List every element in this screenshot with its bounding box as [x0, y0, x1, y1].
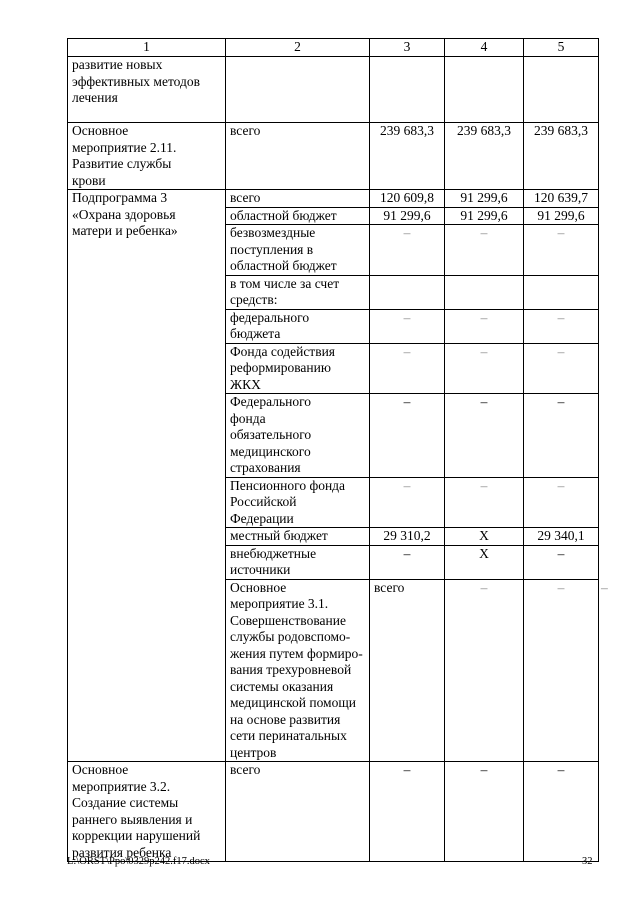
value-cell — [524, 275, 599, 309]
value-cell: – — [445, 477, 524, 528]
source-cell: безвозмездные поступления в областной бюджет — [226, 225, 370, 276]
table-row — [68, 57, 599, 123]
value-cell: – — [445, 343, 524, 394]
value-cell — [524, 57, 599, 123]
value-cell — [445, 275, 524, 309]
source-cell: Фонда содействия реформированию ЖКХ — [226, 343, 370, 394]
value-cell: – — [370, 762, 445, 862]
value-cell: – — [370, 309, 445, 343]
table-row — [68, 123, 599, 190]
value-cell: – — [524, 762, 599, 862]
column-header: 1 — [68, 39, 226, 57]
value-cell: – — [445, 225, 524, 276]
column-header: 5 — [524, 39, 599, 57]
value-cell — [445, 57, 524, 123]
value-cell: 239 683,3 — [370, 123, 445, 190]
value-cell: 29 340,1 — [524, 528, 599, 546]
table-row: Основное мероприятие 3.1. Совершенствование службы родовспомо- жения путем формиро- вания трехуровневой системы оказания медицинской помощи на основе развития сети перинатальных центров всего – – – — [68, 579, 599, 762]
value-cell: 91 299,6 — [524, 207, 599, 225]
value-cell: – — [524, 579, 599, 762]
value-cell: 120 639,7 — [524, 190, 599, 208]
source-cell: внебюджетные источники — [226, 545, 370, 579]
value-cell: – — [524, 477, 599, 528]
column-header: 3 — [370, 39, 445, 57]
footer-file-path: L:\ORST\Ppo\0329p242.f17.docx — [67, 856, 210, 867]
table-header-row — [68, 39, 599, 57]
value-cell: 91 299,6 — [445, 190, 524, 208]
source-cell: всего — [370, 579, 445, 762]
value-cell: Х — [445, 528, 524, 546]
source-cell: Федерального фонда обязательного медицинского страхования — [226, 394, 370, 478]
activity-name-cell: Основное мероприятие 2.11. Развитие службы крови — [68, 123, 226, 190]
budget-table — [67, 38, 608, 862]
value-cell: – — [445, 762, 524, 862]
source-cell — [226, 57, 370, 123]
footer-page-number: 32 — [582, 856, 593, 867]
activity-name-cell: развитие новых эффективных методов лечения — [68, 57, 226, 123]
activity-name-cell: Основное мероприятие 3.1. Совершенствование службы родовспомо- жения путем формиро- вания трехуровневой системы оказания медицинской помощи на основе развития сети перинатальных центров — [226, 579, 370, 762]
source-cell: местный бюджет — [226, 528, 370, 546]
value-cell: 91 299,6 — [370, 207, 445, 225]
value-cell: 120 609,8 — [370, 190, 445, 208]
source-cell: федерального бюджета — [226, 309, 370, 343]
value-cell — [370, 275, 445, 309]
value-cell: 91 299,6 — [445, 207, 524, 225]
value-cell: 29 310,2 — [370, 528, 445, 546]
activity-name-cell: Основное мероприятие 3.2. Создание системы раннего выявления и коррекции нарушений развития ребенка — [68, 762, 226, 862]
source-cell: всего — [226, 123, 370, 190]
value-cell: – — [370, 343, 445, 394]
source-cell: Пенсионного фонда Российской Федерации — [226, 477, 370, 528]
source-cell: в том числе за счет средств: — [226, 275, 370, 309]
value-cell: – — [445, 394, 524, 478]
value-cell: – — [524, 394, 599, 478]
value-cell: – — [445, 579, 524, 762]
value-cell: – — [524, 343, 599, 394]
table-row — [68, 762, 599, 862]
column-header: 4 — [445, 39, 524, 57]
value-cell: – — [524, 225, 599, 276]
column-header: 2 — [226, 39, 370, 57]
value-cell: – — [370, 225, 445, 276]
value-cell: 239 683,3 — [524, 123, 599, 190]
value-cell — [370, 57, 445, 123]
value-cell: – — [370, 394, 445, 478]
source-cell: всего — [226, 762, 370, 862]
value-cell: – — [370, 477, 445, 528]
value-cell: – — [524, 545, 599, 579]
value-cell: Х — [445, 545, 524, 579]
value-cell: – — [524, 309, 599, 343]
value-cell: – — [445, 309, 524, 343]
value-cell: – — [370, 545, 445, 579]
source-cell: всего — [226, 190, 370, 208]
subprogram-name-cell: Подпрограмма 3 «Охрана здоровья матери и ребенка» — [68, 190, 226, 762]
table-row — [68, 190, 599, 208]
source-cell: областной бюджет — [226, 207, 370, 225]
value-cell: 239 683,3 — [445, 123, 524, 190]
